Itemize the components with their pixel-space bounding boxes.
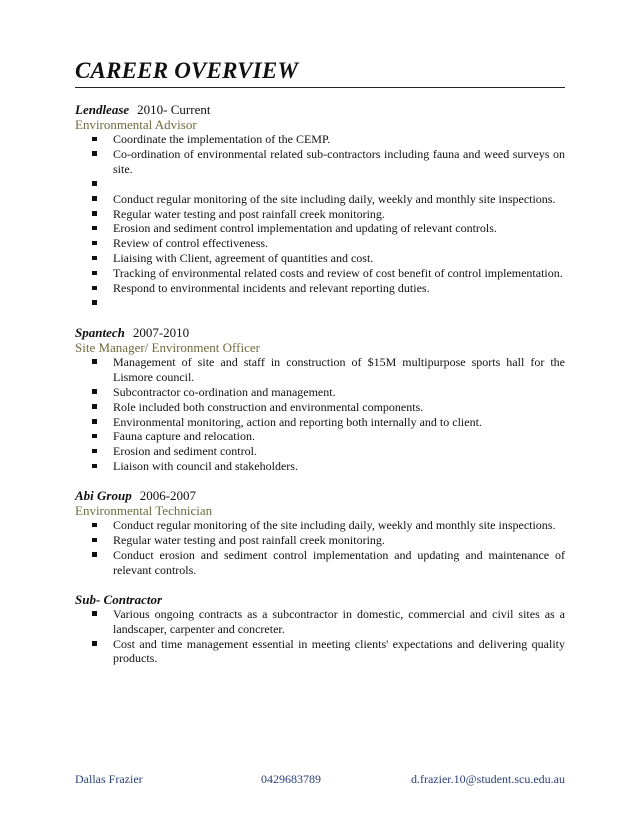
bullet-icon [92, 449, 97, 454]
list-item [113, 207, 565, 222]
bullet-icon [92, 611, 97, 616]
bullet-icon [92, 404, 97, 409]
list-item [113, 355, 565, 385]
page-footer [75, 772, 565, 788]
bullet-icon [92, 137, 97, 142]
bullet-icon [92, 300, 97, 305]
job-years: 2010- Current [137, 102, 211, 117]
company-name: Abi Group [75, 488, 132, 504]
list-item-text: Role included both construction and environmental components. [113, 399, 424, 414]
bullet-icon [92, 538, 97, 543]
job-section [75, 592, 565, 667]
list-item [113, 459, 565, 474]
list-item-text: Management of site and staff in construction of $15M multipurpose sports hall for the Lismore council. [113, 354, 565, 384]
bullet-icon [92, 256, 97, 261]
bullet-icon [92, 419, 97, 424]
job-header [75, 592, 565, 607]
list-item [113, 637, 565, 667]
list-item [113, 192, 565, 207]
list-item-text: Respond to environmental incidents and relevant reporting duties. [113, 281, 430, 296]
career-sections [75, 102, 565, 680]
job-role: Site Manager/ Environment Officer [75, 339, 260, 355]
list-item-text: Conduct regular monitoring of the site including daily, weekly and monthly site inspections. [113, 518, 556, 533]
footer-name: Dallas Frazier [75, 772, 143, 786]
list-item [113, 533, 565, 548]
bullet-icon [92, 389, 97, 394]
duties-list [75, 607, 565, 667]
job-years: 2006-2007 [139, 488, 197, 504]
job-section [75, 488, 565, 578]
footer-phone: 0429683789 [261, 772, 321, 786]
company-name: Sub- Contractor [75, 591, 163, 607]
list-item [113, 251, 565, 266]
bullet-icon [92, 151, 97, 156]
bullet-icon [92, 196, 97, 201]
list-item-text: Liaising with Client, agreement of quantities and cost. [113, 251, 374, 266]
list-item [113, 385, 565, 400]
list-item [113, 177, 565, 192]
company-name: Lendlease [75, 102, 130, 117]
list-item-text: Co-ordination of environmental related sub-contractors including fauna and weed surveys on site. [113, 146, 565, 176]
job-role: Environmental Advisor [75, 117, 197, 132]
list-item-text [113, 177, 116, 191]
footer-email: d.frazier.10@student.scu.edu.au [410, 772, 565, 786]
bullet-icon [92, 226, 97, 231]
duties-list [75, 355, 565, 474]
bullet-icon [92, 286, 97, 291]
list-item-text: Coordinate the implementation of the CEMP. [113, 132, 331, 146]
bullet-icon [92, 641, 97, 646]
bullet-icon [92, 434, 97, 439]
bullet-icon [92, 211, 97, 216]
bullet-icon [92, 552, 97, 557]
bullet-icon [92, 464, 97, 469]
bullet-icon [92, 181, 97, 186]
list-item-text: Fauna capture and relocation. [113, 429, 255, 444]
list-item-text: Erosion and sediment control. [113, 444, 257, 459]
page-title: CAREER OVERVIEW [75, 58, 299, 83]
bullet-icon [92, 359, 97, 364]
list-item [113, 415, 565, 430]
job-section [75, 102, 565, 311]
job-header [75, 325, 565, 340]
list-item [113, 429, 565, 444]
job-header [75, 102, 565, 117]
list-item [113, 296, 565, 311]
list-item-text: Liaison with council and stakeholders. [113, 459, 298, 474]
bullet-icon [92, 241, 97, 246]
list-item-text: Erosion and sediment control implementation and updating of relevant controls. [113, 221, 497, 236]
list-item-text: Review of control effectiveness. [113, 236, 269, 251]
duties-list [75, 132, 565, 311]
list-item-text: Environmental monitoring, action and reporting both internally and to client. [113, 414, 482, 429]
list-item-text: Cost and time management essential in meeting clients' expectations and delivering quality products. [113, 636, 565, 666]
list-item [113, 548, 565, 578]
list-item [113, 444, 565, 459]
list-item-text: Regular water testing and post rainfall creek monitoring. [113, 206, 385, 221]
list-item [113, 607, 565, 637]
title-divider [75, 87, 565, 88]
list-item [113, 236, 565, 251]
list-item [113, 147, 565, 177]
list-item-text: Conduct erosion and sediment control implementation and updating and maintenance of relevant controls. [113, 547, 565, 577]
list-item-text: Regular water testing and post rainfall creek monitoring. [113, 533, 385, 548]
list-item-text: Tracking of environmental related costs and review of cost benefit of control implementation. [113, 266, 563, 281]
list-item [113, 266, 565, 281]
job-header [75, 488, 565, 503]
bullet-icon [92, 523, 97, 528]
list-item-text: Conduct regular monitoring of the site including daily, weekly and monthly site inspections. [113, 191, 556, 206]
list-item [113, 221, 565, 236]
list-item [113, 400, 565, 415]
list-item-text: Subcontractor co-ordination and management. [113, 384, 336, 399]
job-section [75, 325, 565, 474]
company-name: Spantech [75, 324, 125, 340]
duties-list [75, 518, 565, 578]
list-item [113, 518, 565, 533]
list-item-text [113, 296, 116, 310]
bullet-icon [92, 271, 97, 276]
list-item [113, 132, 565, 147]
job-role: Environmental Technician [75, 503, 213, 519]
list-item [113, 281, 565, 296]
list-item-text: Various ongoing contracts as a subcontractor in domestic, commercial and civil sites as a landscaper, carpenter and concreter. [113, 606, 565, 636]
job-years: 2007-2010 [132, 324, 190, 340]
